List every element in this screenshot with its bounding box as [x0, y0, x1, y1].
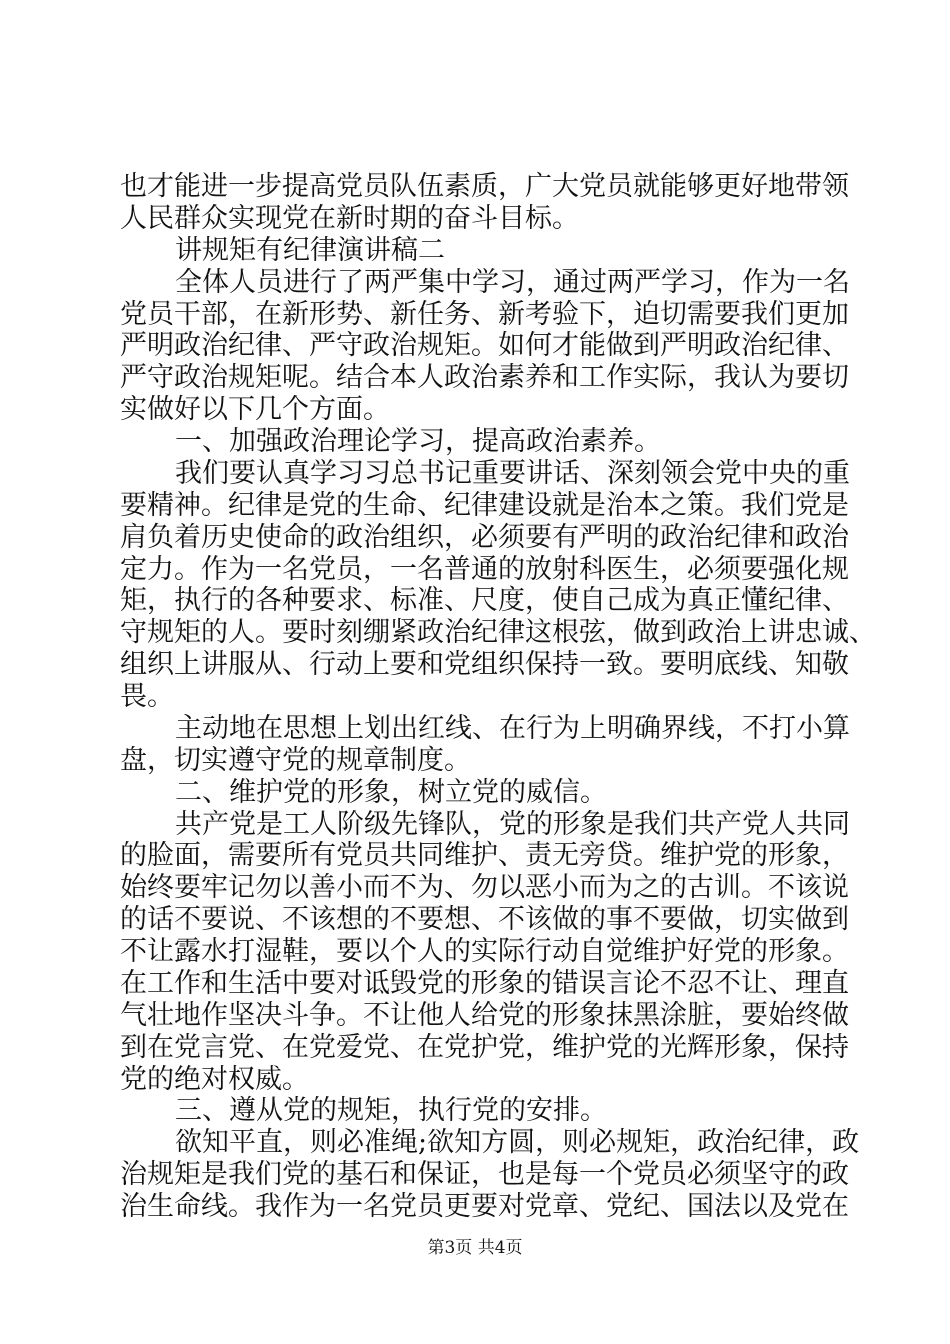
section-heading: 一、加强政治理论学习，提高政治素养。	[175, 426, 661, 457]
text-line: 实做好以下几个方面。	[120, 394, 390, 425]
text-line: 定力。作为一名党员，一名普通的放射科医生，必须要强化规	[120, 554, 849, 585]
text-line: 的脸面，需要所有党员共同维护、责无旁贷。维护党的形象，	[120, 840, 849, 871]
text-line: 欲知平直，则必准绳;欲知方圆，则必规矩，政治纪律，政	[175, 1127, 860, 1158]
text-line: 肩负着历史使命的政治组织，必须要有严明的政治纪律和政治	[120, 522, 849, 553]
text-line: 也才能进一步提高党员队伍素质，广大党员就能够更好地带领	[120, 171, 849, 202]
text-line: 的话不要说、不该想的不要想、不该做的事不要做，切实做到	[120, 904, 849, 935]
text-line: 共产党是工人阶级先锋队，党的形象是我们共产党人共同	[175, 809, 850, 840]
text-line: 到在党言党、在党爱党、在党护党，维护党的光辉形象，保持	[120, 1032, 849, 1063]
section-heading: 二、维护党的形象，树立党的威信。	[175, 777, 607, 808]
text-line: 主动地在思想上划出红线、在行为上明确界线，不打小算	[175, 713, 850, 744]
text-line: 不让露水打湿鞋，要以个人的实际行动自觉维护好党的形象。	[120, 936, 849, 967]
text-line: 党的绝对权威。	[120, 1064, 309, 1095]
text-line: 严明政治纪律、严守政治规矩。如何才能做到严明政治纪律、	[120, 330, 849, 361]
text-line: 矩，执行的各种要求、标准、尺度，使自己成为真正懂纪律、	[120, 585, 849, 616]
text-line: 要精神。纪律是党的生命、纪律建设就是治本之策。我们党是	[120, 490, 849, 521]
text-line: 治生命线。我作为一名党员更要对党章、党纪、国法以及党在	[120, 1191, 849, 1222]
text-line: 守规矩的人。要时刻绷紧政治纪律这根弦，做到政治上讲忠诚、	[120, 617, 876, 648]
text-line: 盘，切实遵守党的规章制度。	[120, 745, 471, 776]
text-line: 畏。	[120, 681, 174, 712]
text-line: 全体人员进行了两严集中学习，通过两严学习，作为一名	[175, 267, 850, 298]
text-line: 在工作和生活中要对诋毁党的形象的错误言论不忍不让、理直	[120, 968, 849, 999]
text-line: 气壮地作坚决斗争。不让他人给党的形象抹黑涂脏，要始终做	[120, 1000, 849, 1031]
text-line: 始终要牢记勿以善小而不为、勿以恶小而为之的古训。不该说	[120, 872, 849, 903]
text-line: 严守政治规矩呢。结合本人政治素养和工作实际，我认为要切	[120, 362, 849, 393]
page-number-footer: 第3页 共4页	[427, 1238, 523, 1258]
section-heading: 三、遵从党的规矩，执行党的安排。	[175, 1095, 607, 1126]
section-heading: 讲规矩有纪律演讲稿二	[175, 235, 445, 266]
text-line: 治规矩是我们党的基石和保证，也是每一个党员必须坚守的政	[120, 1159, 849, 1190]
text-line: 党员干部，在新形势、新任务、新考验下，迫切需要我们更加	[120, 299, 849, 330]
text-line: 人民群众实现党在新时期的奋斗目标。	[120, 203, 579, 234]
text-line: 组织上讲服从、行动上要和党组织保持一致。要明底线、知敬	[120, 649, 849, 680]
text-line: 我们要认真学习习总书记重要讲话、深刻领会党中央的重	[175, 458, 850, 489]
